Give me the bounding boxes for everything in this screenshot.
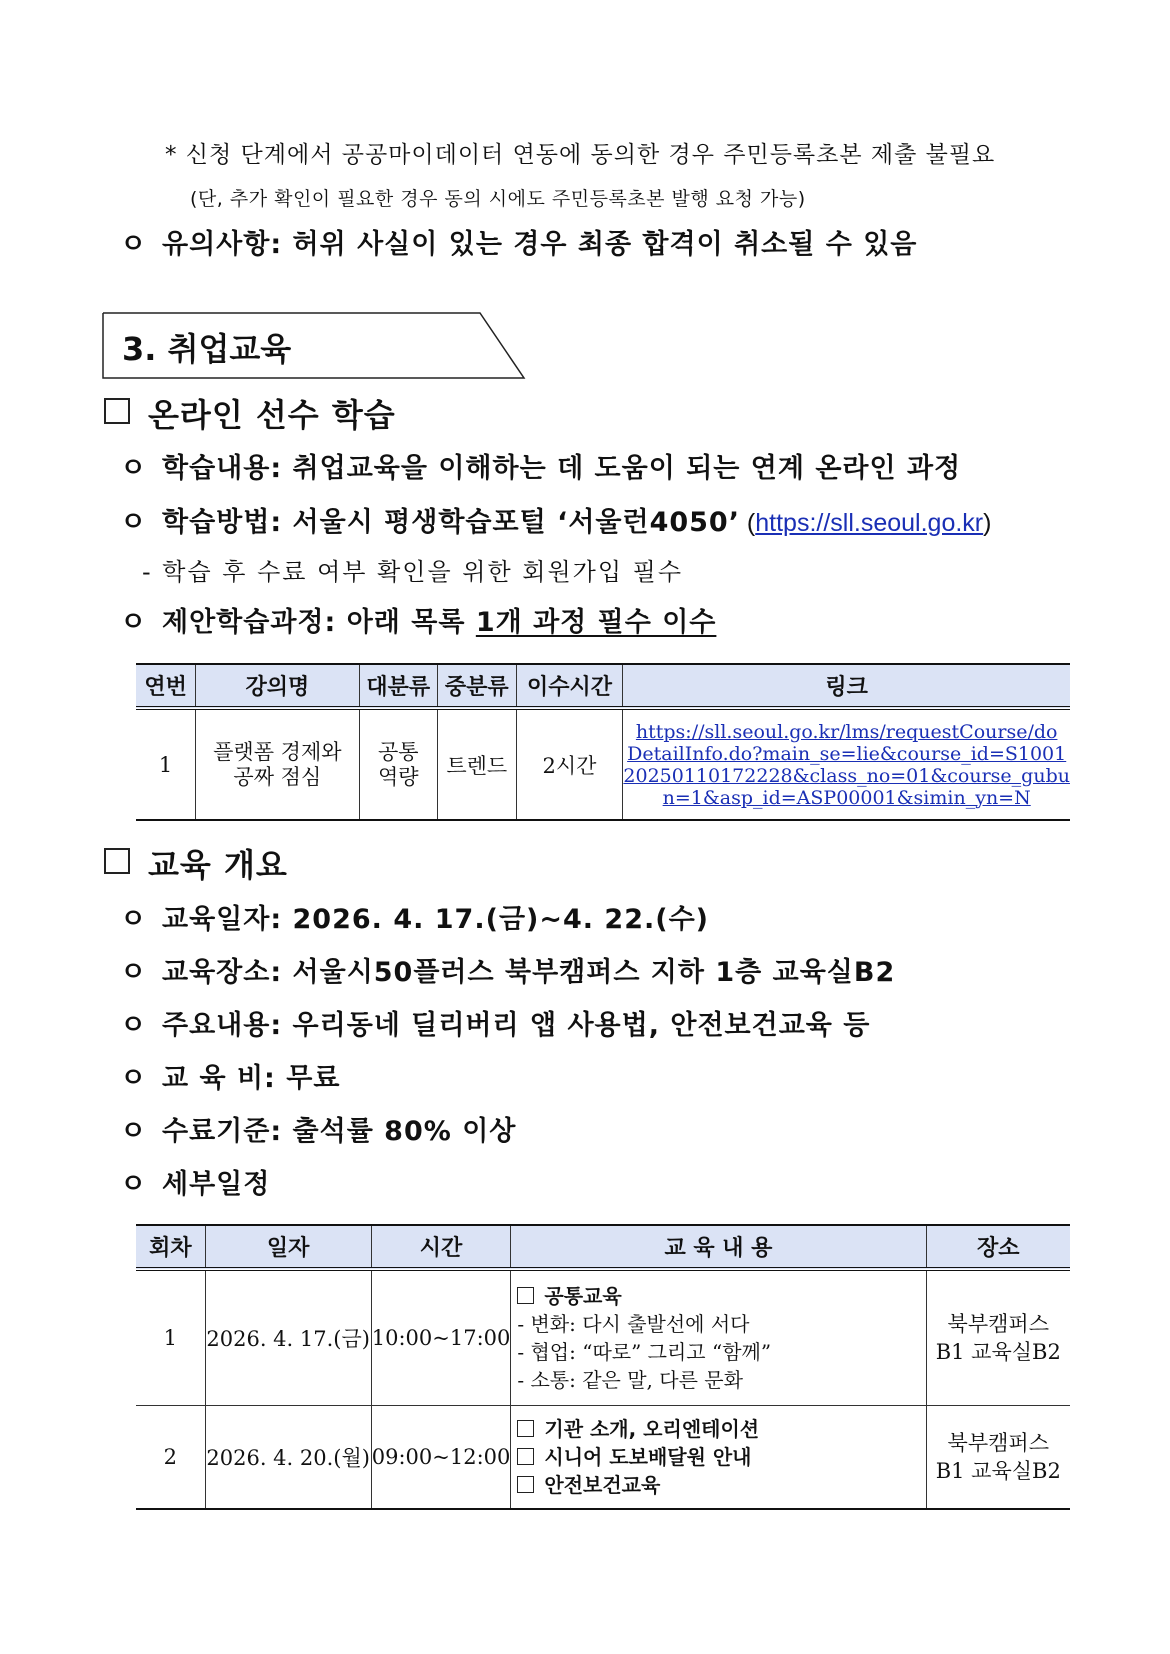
- bullet-icon: ㅇ: [120, 607, 148, 638]
- content-detail: - 협업: “따로” 그리고 “함께”: [517, 1339, 772, 1364]
- overview-item-text: 세부일정: [162, 1169, 271, 1200]
- cell-major: [359, 708, 438, 820]
- online-heading-text: 온라인 선수 학습: [148, 396, 396, 434]
- col-header-link: 링크: [623, 664, 1070, 708]
- cell-name-line2: 공짜 점심: [233, 764, 322, 789]
- overview-item-fee: [120, 1056, 340, 1095]
- link-paren-close: ): [983, 509, 992, 537]
- cell-no: 1: [136, 708, 196, 820]
- content-item: 안전보건교육: [517, 1471, 925, 1499]
- course-link-line4[interactable]: n=1&asp_id=ASP00001&simin_yn=N: [662, 786, 1031, 809]
- cell-date: 2026. 4. 17.(금): [205, 1269, 371, 1405]
- place-line1: 북부캠퍼스: [947, 1430, 1049, 1455]
- col-header-content: 교 육 내 용: [511, 1225, 926, 1269]
- table-row: [136, 708, 1070, 820]
- checkbox-icon: [517, 1448, 534, 1465]
- learning-content-text: 학습내용: 취업교육을 이해하는 데 도움이 되는 연계 온라인 과정: [162, 453, 962, 484]
- caution-item: [120, 222, 917, 261]
- cell-place: [926, 1405, 1070, 1509]
- table-row: [136, 1405, 1070, 1509]
- learning-method-item: [120, 500, 991, 539]
- cell-time: 09:00~12:00: [371, 1405, 511, 1509]
- cell-minor: 트렌드: [438, 708, 517, 820]
- course-link-line3[interactable]: 20250110172228&class_no=01&course_gubu: [623, 764, 1070, 787]
- course-item: [120, 600, 716, 639]
- bullet-icon: ㅇ: [120, 1116, 148, 1147]
- overview-item-text: 교 육 비: 무료: [162, 1063, 341, 1094]
- square-icon: [104, 398, 130, 424]
- overview-item-date: [120, 897, 709, 936]
- place-line1: 북부캠퍼스: [947, 1311, 1049, 1336]
- cell-name: [196, 708, 359, 820]
- col-header-hours: 이수시간: [516, 664, 623, 708]
- overview-heading-text: 교육 개요: [148, 846, 288, 884]
- bullet-icon: ㅇ: [120, 1010, 148, 1041]
- caution-text: 유의사항: 허위 사실이 있는 경우 최종 합격이 취소될 수 있음: [162, 229, 918, 260]
- learning-method-text: 학습방법: 서울시 평생학습포털 ‘서울런4050’: [162, 507, 740, 538]
- cell-session: 1: [136, 1269, 205, 1405]
- content-item: 시니어 도보배달원 안내: [517, 1443, 925, 1471]
- link-paren-open: (: [739, 509, 756, 537]
- col-header-major: 대분류: [359, 664, 438, 708]
- overview-item-text: 교육일자: 2026. 4. 17.(금)~4. 22.(수): [162, 904, 710, 935]
- note-exception: (단, 추가 확인이 필요한 경우 동의 시에도 주민등록초본 발행 요청 가능): [190, 188, 806, 210]
- cell-content: [511, 1405, 926, 1509]
- overview-item-criteria: [120, 1109, 516, 1148]
- cell-session: 2: [136, 1405, 205, 1509]
- bullet-icon: ㅇ: [120, 507, 148, 538]
- cell-place: [926, 1269, 1070, 1405]
- overview-heading: [104, 840, 288, 886]
- content-detail: - 변화: 다시 출발선에 서다: [517, 1311, 750, 1336]
- bullet-icon: ㅇ: [120, 453, 148, 484]
- col-header-minor: 중분류: [438, 664, 517, 708]
- square-icon: [104, 848, 130, 874]
- bullet-icon: ㅇ: [120, 229, 148, 260]
- table-row: [136, 1269, 1070, 1405]
- note-public-mydata: * 신청 단계에서 공공마이데이터 연동에 동의한 경우 주민등록초본 제출 불필요: [165, 142, 996, 168]
- overview-item-schedule: [120, 1162, 270, 1201]
- cell-content: [511, 1269, 926, 1405]
- content-item: 기관 소개, 오리엔테이션: [517, 1415, 925, 1443]
- online-heading: [104, 390, 396, 436]
- schedule-table: [136, 1224, 1070, 1510]
- course-table: [136, 663, 1070, 821]
- overview-item-text: 교육장소: 서울시50플러스 북부캠퍼스 지하 1층 교육실B2: [162, 957, 896, 988]
- signup-note: - 학습 후 수료 여부 확인을 위한 회원가입 필수: [142, 558, 684, 586]
- schedule-table-header: [136, 1225, 1070, 1269]
- course-requirement: 1개 과정 필수 이수: [475, 607, 717, 638]
- cell-link[interactable]: [623, 708, 1070, 820]
- overview-item-content: [120, 1003, 870, 1042]
- bullet-icon: ㅇ: [120, 1063, 148, 1094]
- content-title: 공통교육: [517, 1282, 925, 1310]
- checkbox-icon: [517, 1287, 534, 1304]
- cell-major-line2: 역량: [377, 764, 419, 789]
- course-link-line1[interactable]: https://sll.seoul.go.kr/lms/requestCourse/do: [635, 720, 1058, 743]
- bullet-icon: ㅇ: [120, 957, 148, 988]
- bullet-icon: ㅇ: [120, 1169, 148, 1200]
- content-detail: - 소통: 같은 말, 다른 문화: [517, 1367, 743, 1392]
- col-header-name: 강의명: [196, 664, 359, 708]
- overview-item-text: 주요내용: 우리동네 딜리버리 앱 사용법, 안전보건교육 등: [162, 1010, 871, 1041]
- col-header-date: 일자: [205, 1225, 371, 1269]
- place-line2: B1 교육실B2: [935, 1458, 1061, 1483]
- section-title: 3. 취업교육: [122, 330, 292, 368]
- col-header-place: 장소: [926, 1225, 1070, 1269]
- col-header-no: 연번: [136, 664, 196, 708]
- place-line2: B1 교육실B2: [935, 1339, 1061, 1364]
- col-header-time: 시간: [371, 1225, 511, 1269]
- checkbox-icon: [517, 1476, 534, 1493]
- course-table-header: [136, 664, 1070, 708]
- course-label: 제안학습과정: 아래 목록: [162, 607, 476, 638]
- cell-major-line1: 공통: [377, 739, 419, 764]
- cell-date: 2026. 4. 20.(월): [205, 1405, 371, 1509]
- checkbox-icon: [517, 1420, 534, 1437]
- bullet-icon: ㅇ: [120, 904, 148, 935]
- course-link-line2[interactable]: DetailInfo.do?main_se=lie&course_id=S1001: [627, 742, 1067, 765]
- overview-item-text: 수료기준: 출석률 80% 이상: [162, 1116, 517, 1147]
- cell-hours: 2시간: [516, 708, 623, 820]
- col-header-session: 회차: [136, 1225, 205, 1269]
- learning-content-item: [120, 446, 961, 485]
- section-header: [102, 312, 522, 378]
- cell-name-line1: 플랫폼 경제와: [213, 739, 342, 764]
- cell-time: 10:00~17:00: [371, 1269, 511, 1405]
- portal-link[interactable]: https://sll.seoul.go.kr: [755, 509, 984, 537]
- overview-item-place: [120, 950, 895, 989]
